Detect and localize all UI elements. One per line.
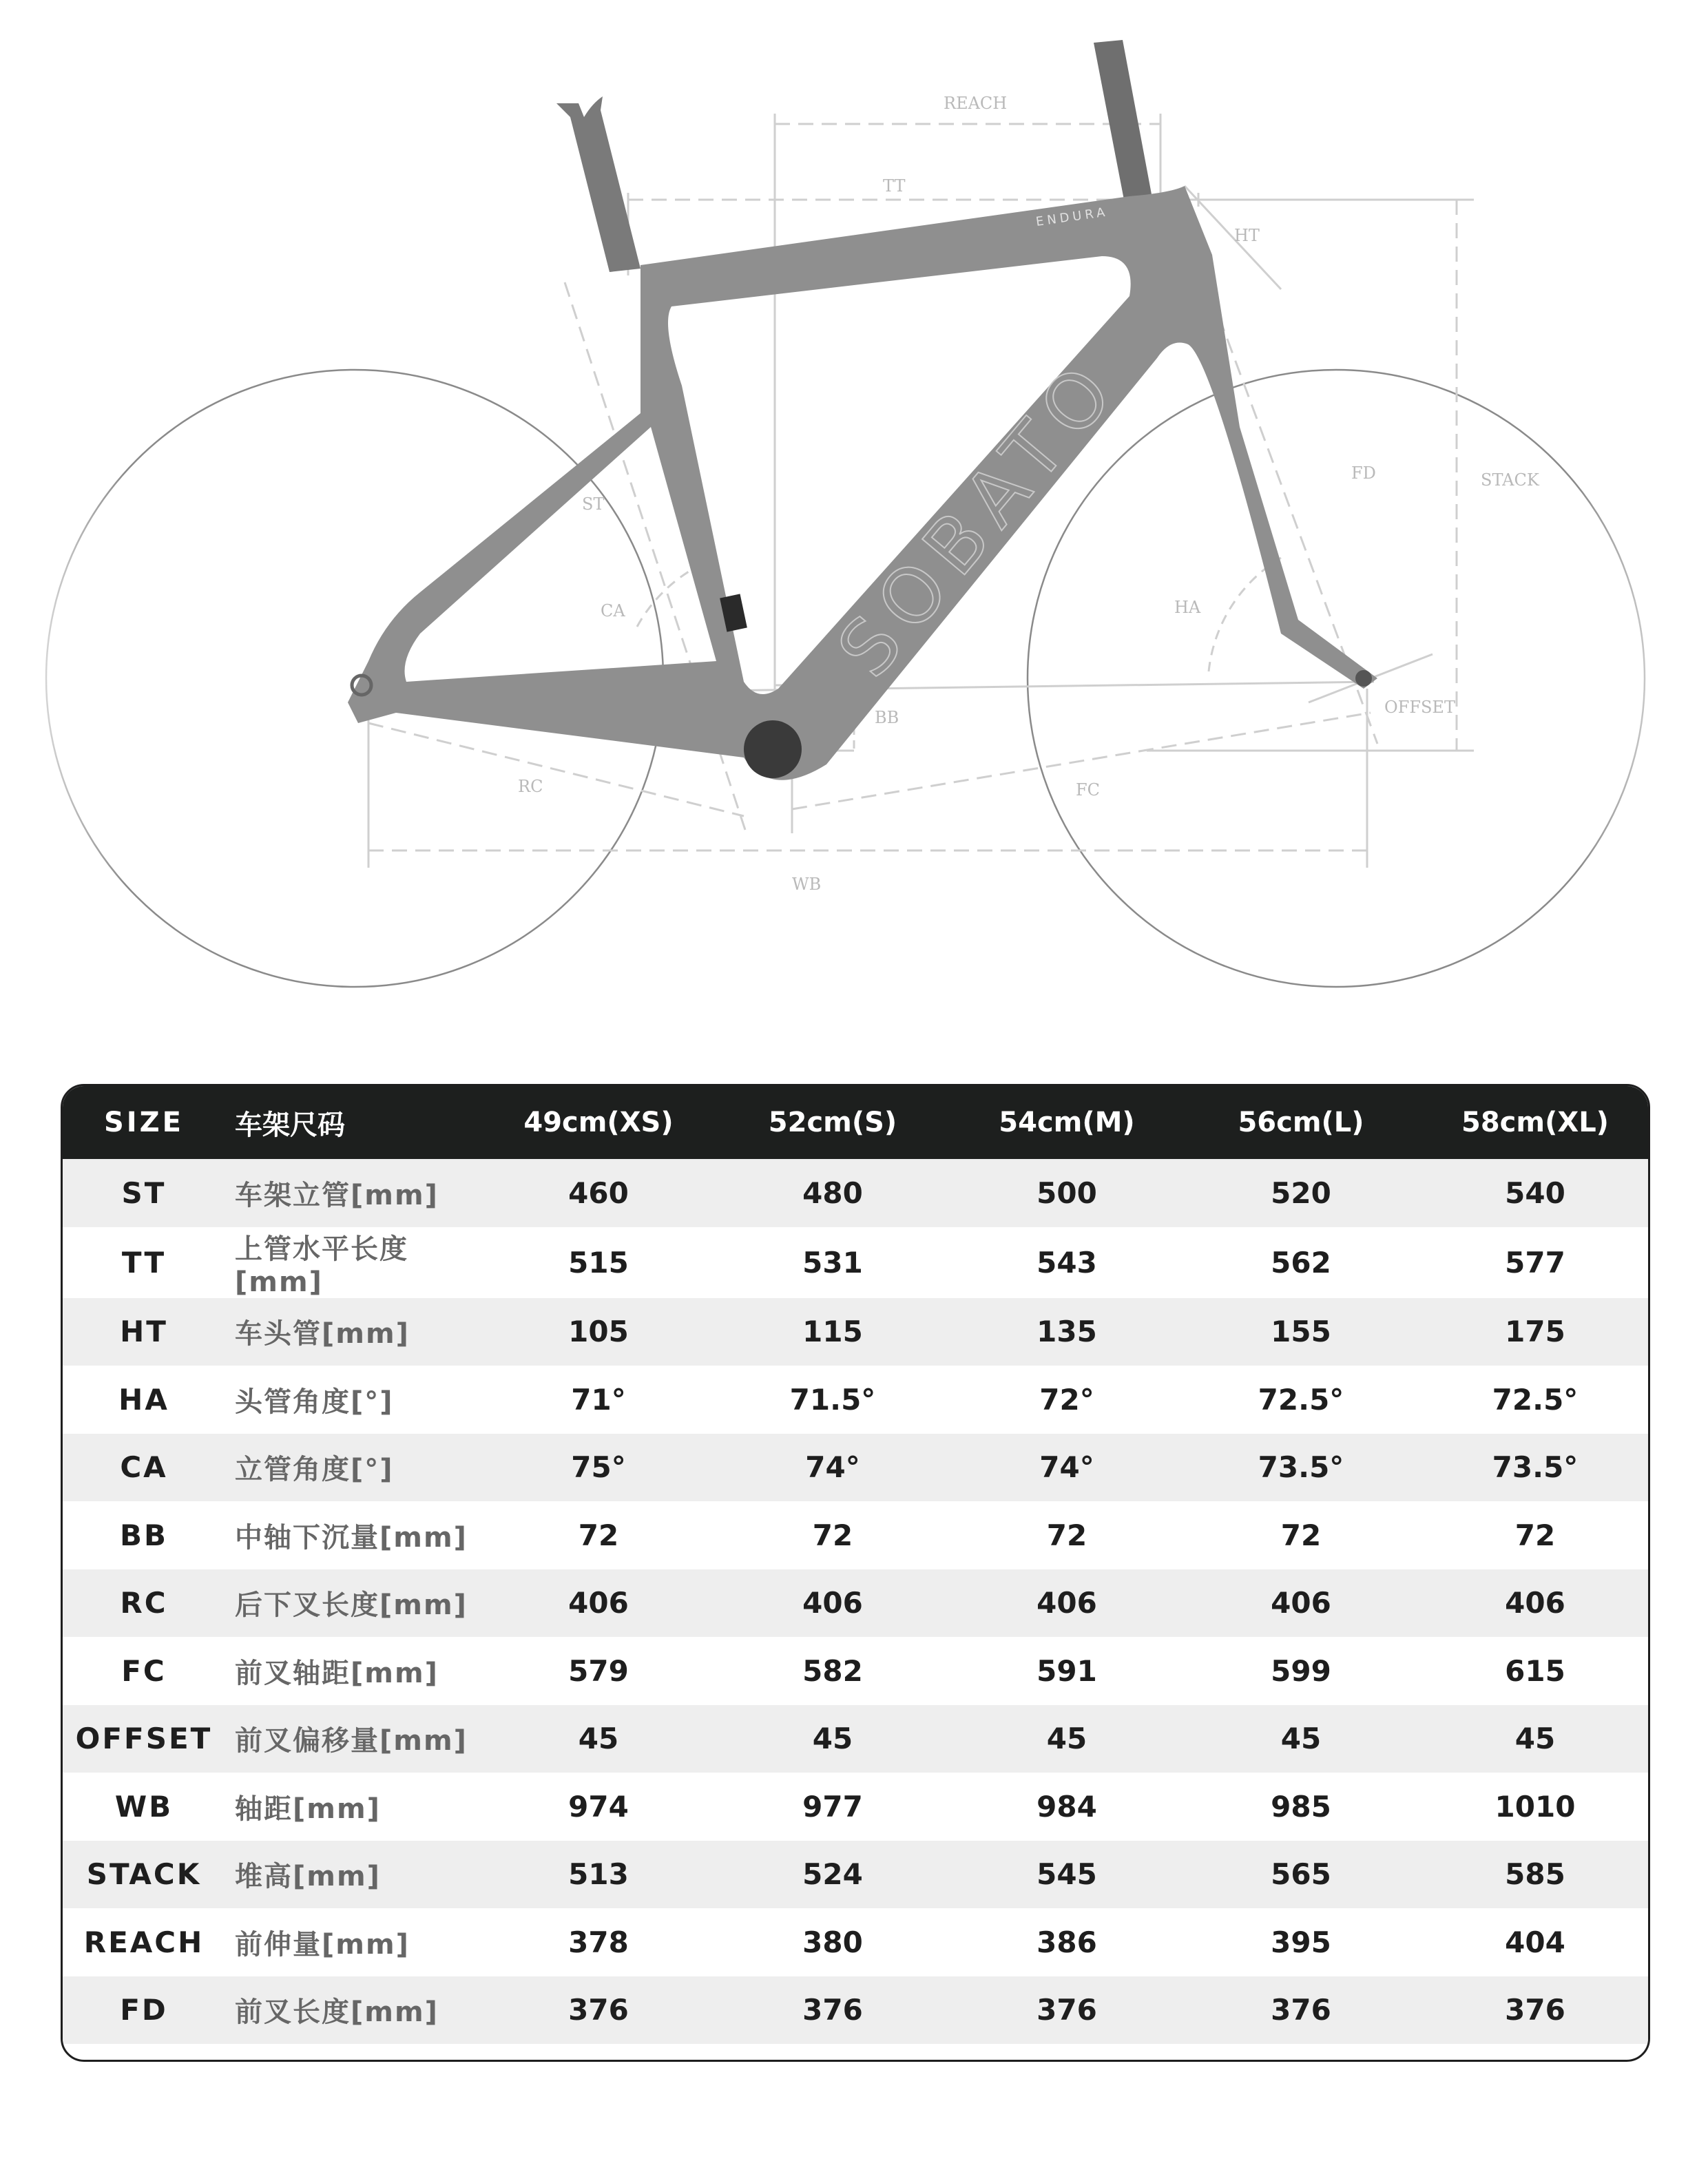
row-value: 71.5° xyxy=(789,1382,876,1417)
row-value: 72 xyxy=(1046,1518,1087,1552)
row-value: 72 xyxy=(1514,1518,1556,1552)
row-value: 520 xyxy=(1271,1176,1331,1210)
row-value: 480 xyxy=(802,1176,863,1210)
row-code: FC xyxy=(121,1653,167,1688)
row-value: 72 xyxy=(1280,1518,1322,1552)
table-row xyxy=(63,1908,1650,1976)
table-row xyxy=(63,1227,1650,1298)
row-code: TT xyxy=(121,1245,167,1280)
header-xs: 49cm(XS) xyxy=(523,1107,674,1138)
row-value: 543 xyxy=(1037,1245,1097,1280)
row-value: 75° xyxy=(571,1450,626,1485)
row-value: 577 xyxy=(1505,1245,1565,1280)
row-value: 1010 xyxy=(1494,1789,1576,1824)
row-value: 513 xyxy=(568,1857,629,1892)
header-size: SIZE xyxy=(103,1107,185,1138)
row-value: 72.5° xyxy=(1492,1382,1579,1417)
row-value: 376 xyxy=(1037,1993,1097,2027)
row-value: 985 xyxy=(1271,1789,1331,1824)
header-s: 52cm(S) xyxy=(768,1107,897,1138)
row-value: 500 xyxy=(1037,1176,1097,1210)
row-value: 515 xyxy=(568,1245,629,1280)
label-rc: RC xyxy=(518,777,543,796)
row-value: 395 xyxy=(1271,1925,1331,1959)
row-name: 前叉轴距[mm] xyxy=(235,1657,439,1689)
label-reach: REACH xyxy=(944,94,1008,113)
row-value: 582 xyxy=(802,1653,863,1688)
row-value: 72.5° xyxy=(1258,1382,1344,1417)
row-code: CA xyxy=(120,1450,168,1485)
table-row xyxy=(63,1569,1650,1638)
row-value: 45 xyxy=(578,1722,619,1756)
row-value: 540 xyxy=(1505,1176,1565,1210)
row-value: 579 xyxy=(568,1653,629,1688)
table-row xyxy=(63,1501,1650,1569)
label-ca: CA xyxy=(601,601,625,620)
header-xl: 58cm(XL) xyxy=(1461,1107,1609,1138)
table-header-row xyxy=(63,1086,1650,1159)
row-value: 380 xyxy=(802,1925,863,1959)
label-offset: OFFSET xyxy=(1384,698,1455,717)
row-value: 72 xyxy=(812,1518,853,1552)
row-code: ST xyxy=(121,1176,167,1210)
table-row xyxy=(63,1773,1650,1841)
table-row xyxy=(63,1637,1650,1705)
row-value: 615 xyxy=(1505,1653,1565,1688)
brand-logo-text: SOBATO xyxy=(820,341,1137,693)
row-value: 74° xyxy=(805,1450,860,1485)
row-value: 376 xyxy=(1271,1993,1331,2027)
label-tt: TT xyxy=(883,176,906,196)
row-value: 406 xyxy=(1271,1586,1331,1620)
row-code: RC xyxy=(120,1586,168,1620)
row-value: 73.5° xyxy=(1492,1450,1579,1485)
table-row xyxy=(63,1705,1650,1773)
row-code: REACH xyxy=(83,1925,205,1959)
row-name: 中轴下沉量[mm] xyxy=(235,1521,468,1554)
row-code: OFFSET xyxy=(75,1722,213,1756)
row-value: 378 xyxy=(568,1925,629,1959)
row-value: 376 xyxy=(568,1993,629,2027)
label-ht: HT xyxy=(1234,226,1260,245)
row-value: 135 xyxy=(1037,1315,1097,1349)
row-value: 386 xyxy=(1037,1925,1097,1959)
row-name: 前叉长度[mm] xyxy=(235,1996,439,2029)
fork-steerer xyxy=(1094,40,1152,200)
bottom-bracket xyxy=(744,720,802,778)
row-name: 前伸量[mm] xyxy=(235,1928,410,1961)
row-value: 977 xyxy=(802,1789,863,1824)
row-value: 73.5° xyxy=(1258,1450,1344,1485)
row-value: 74° xyxy=(1039,1450,1094,1485)
row-value: 591 xyxy=(1037,1653,1097,1688)
row-value: 45 xyxy=(1514,1722,1556,1756)
row-value: 562 xyxy=(1271,1245,1331,1280)
label-ha: HA xyxy=(1174,598,1201,617)
row-name: 上管水平长度[mm] xyxy=(235,1233,408,1298)
label-bb: BB xyxy=(875,708,899,727)
brand-endura-text: ENDURA xyxy=(1034,205,1110,229)
row-code: WB xyxy=(114,1789,174,1824)
row-value: 175 xyxy=(1505,1315,1565,1349)
row-name: 轴距[mm] xyxy=(235,1793,381,1825)
row-name: 头管角度[°] xyxy=(235,1386,394,1418)
row-value: 599 xyxy=(1271,1653,1331,1688)
row-value: 406 xyxy=(1037,1586,1097,1620)
row-name: 车头管[mm] xyxy=(235,1318,410,1350)
label-fd: FD xyxy=(1351,463,1376,483)
front-dropout xyxy=(1355,670,1372,687)
row-value: 71° xyxy=(571,1382,626,1417)
row-value: 72° xyxy=(1039,1382,1094,1417)
row-value: 45 xyxy=(1046,1722,1087,1756)
table-row xyxy=(63,1298,1650,1366)
row-value: 115 xyxy=(802,1315,863,1349)
row-name: 车架立管[mm] xyxy=(235,1179,439,1211)
table-row xyxy=(63,1434,1650,1502)
row-name: 立管角度[°] xyxy=(235,1454,394,1486)
row-value: 460 xyxy=(568,1176,629,1210)
bike-frame xyxy=(348,186,1377,780)
label-st: ST xyxy=(582,494,605,514)
row-code: FD xyxy=(120,1993,168,2027)
label-stack: STACK xyxy=(1481,470,1539,490)
size-chart-table xyxy=(61,1084,1650,2062)
table-row xyxy=(63,1841,1650,1909)
table-row xyxy=(63,1366,1650,1434)
row-value: 524 xyxy=(802,1857,863,1892)
row-value: 404 xyxy=(1505,1925,1565,1959)
seat-post xyxy=(556,96,640,272)
header-frame-size: 车架尺码 xyxy=(235,1109,345,1141)
row-value: 406 xyxy=(802,1586,863,1620)
row-value: 105 xyxy=(568,1315,629,1349)
row-code: HA xyxy=(118,1382,169,1417)
label-wb: WB xyxy=(792,875,822,894)
header-l: 56cm(L) xyxy=(1238,1107,1364,1138)
label-fc: FC xyxy=(1076,780,1101,800)
header-m: 54cm(M) xyxy=(999,1107,1135,1138)
row-value: 406 xyxy=(568,1586,629,1620)
row-code: STACK xyxy=(86,1857,202,1892)
table-row xyxy=(63,1159,1650,1227)
row-value: 565 xyxy=(1271,1857,1331,1892)
row-code: HT xyxy=(120,1315,168,1349)
row-value: 585 xyxy=(1505,1857,1565,1892)
row-value: 531 xyxy=(802,1245,863,1280)
row-value: 376 xyxy=(802,1993,863,2027)
row-code: BB xyxy=(119,1518,169,1552)
row-value: 155 xyxy=(1271,1315,1331,1349)
frame-geometry-diagram xyxy=(0,0,1708,1033)
row-value: 974 xyxy=(568,1789,629,1824)
row-value: 545 xyxy=(1037,1857,1097,1892)
row-name: 后下叉长度[mm] xyxy=(235,1589,468,1622)
row-value: 45 xyxy=(1280,1722,1322,1756)
row-value: 376 xyxy=(1505,1993,1565,2027)
row-name: 堆高[mm] xyxy=(235,1861,381,1893)
row-value: 72 xyxy=(578,1518,619,1552)
row-value: 45 xyxy=(812,1722,853,1756)
row-value: 984 xyxy=(1037,1789,1097,1824)
table-row xyxy=(63,1976,1650,2045)
row-name: 前叉偏移量[mm] xyxy=(235,1725,468,1757)
row-value: 406 xyxy=(1505,1586,1565,1620)
